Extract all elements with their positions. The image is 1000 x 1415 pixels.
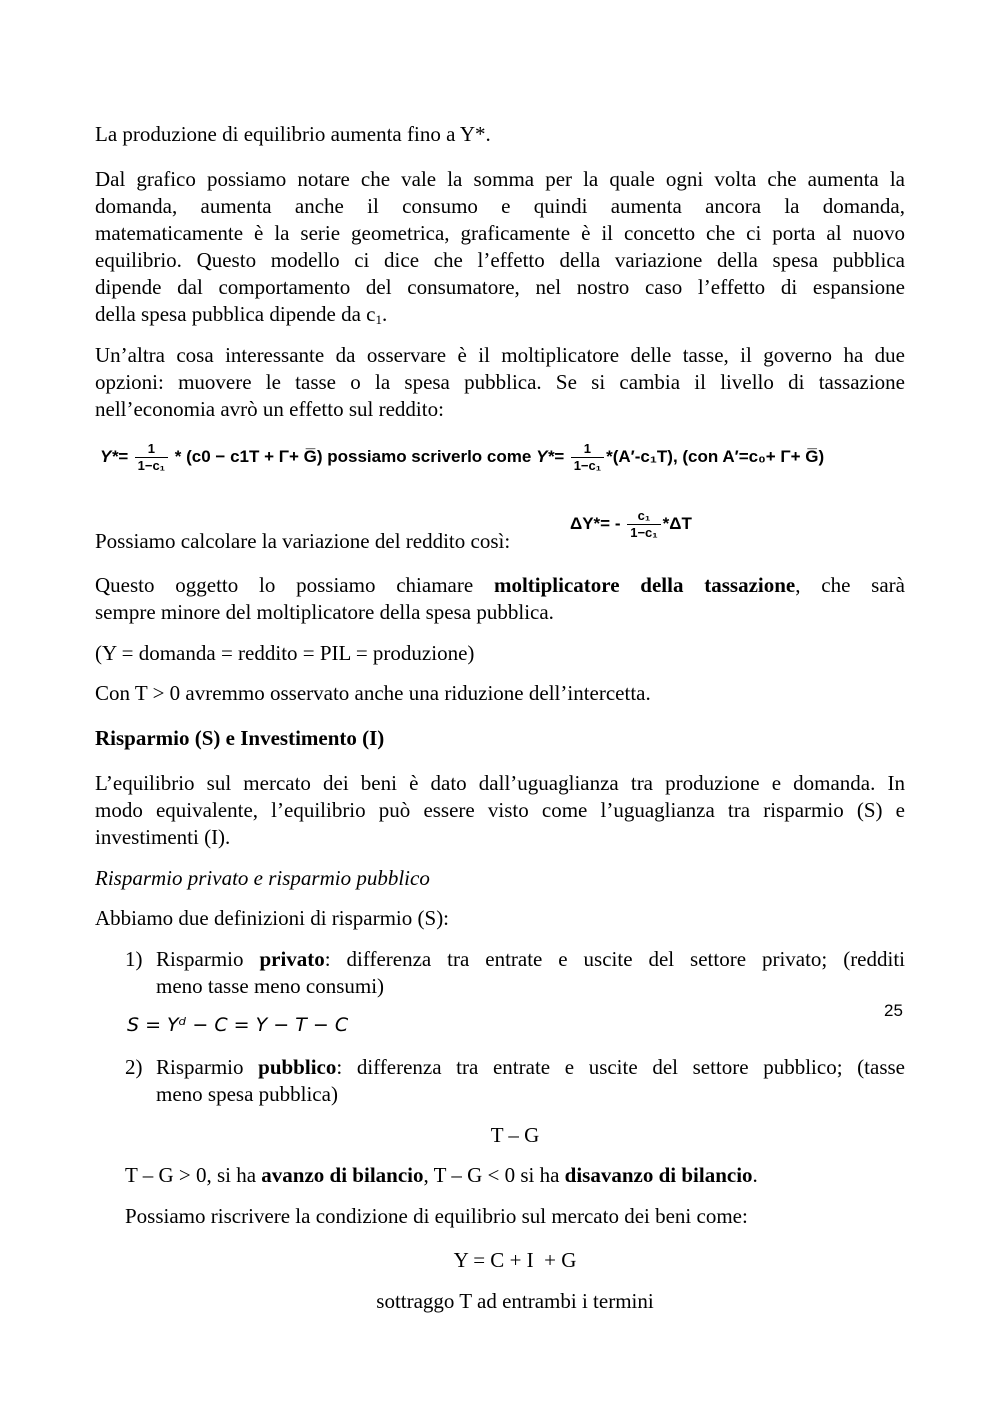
fraction — [627, 508, 660, 541]
eq-lhs: Y*= — [100, 446, 128, 466]
paragraph-subtract: sottraggo T ad entrambi i termini — [376, 1289, 654, 1313]
subscript: 1 — [375, 312, 382, 327]
paragraph-two-definitions: Abbiamo due definizioni di risparmio (S): — [95, 906, 450, 930]
paragraph-savings-investment — [95, 770, 905, 851]
list-number: 2) — [125, 1055, 143, 1079]
eq-tail: *ΔT — [662, 513, 692, 533]
fraction-numerator: 1 — [135, 441, 168, 458]
text-fragment: , T – G < 0 si ha — [423, 1163, 565, 1187]
eq-lhs: Y*= — [536, 446, 564, 466]
text-fragment: . — [381, 302, 388, 326]
formula-public-savings: T – G — [490, 1123, 540, 1147]
bold-term: privato — [259, 947, 325, 971]
text-fragment: , che sarà — [795, 573, 905, 597]
fraction-denominator: 1−c₁ — [573, 458, 602, 473]
text-line — [95, 572, 905, 599]
text-line — [95, 301, 905, 333]
bold-term: avanzo di bilancio — [261, 1163, 424, 1187]
fraction-numerator: 1 — [571, 441, 604, 458]
text-fragment: della spesa pubblica dipende da c — [95, 302, 376, 326]
section-heading: Risparmio (S) e Investimento (I) — [95, 726, 385, 750]
paragraph-budget — [125, 1162, 758, 1189]
paragraph-graph-explanation — [95, 166, 905, 333]
paragraph-rewrite: Possiamo riscrivere la condizione di equilibrio sul mercato dei beni come: — [125, 1204, 748, 1228]
formula-equilibrium: Y = C + I + G — [453, 1248, 577, 1272]
fraction-denominator: 1−c₁ — [137, 458, 166, 473]
paragraph-tax-multiplier — [95, 342, 905, 423]
formula-private-savings: S = Yᵈ − C = Y − T − C — [127, 1014, 349, 1036]
fraction — [571, 441, 604, 474]
text-line: Un’altra cosa interessante da osservare è il moltiplicatore delle tasse, il governo ha due — [95, 343, 905, 367]
text-line: investimenti (I). — [95, 825, 231, 849]
text-income-variation: Possiamo calcolare la variazione del reddito così: — [95, 529, 511, 553]
text-line: meno tasse meno consumi) — [156, 974, 385, 998]
bold-term: pubblico — [258, 1055, 337, 1079]
list-text — [156, 946, 905, 1000]
text-line: L’equilibrio sul mercato dei beni è dato dall’uguaglianza tra produzione e domanda. In — [95, 771, 905, 795]
paragraph-definitions: (Y = domanda = reddito = PIL = produzione) — [95, 641, 475, 665]
eq-lhs: ΔY*= - — [570, 513, 621, 533]
list-text — [156, 1054, 905, 1108]
fraction — [135, 441, 168, 474]
text-line — [156, 946, 905, 973]
text-line: sempre minore del moltiplicatore della spesa pubblica. — [95, 600, 554, 624]
paragraph-multiplier-definition — [95, 572, 905, 626]
list-item — [125, 1054, 905, 1108]
text-line: meno spesa pubblica) — [156, 1082, 338, 1106]
page-number: 25 — [884, 1001, 903, 1020]
bold-term: disavanzo di bilancio — [564, 1163, 753, 1187]
text-line: modo equivalente, l’equilibrio può essere visto come l’uguaglianza tra risparmio (S) e — [95, 798, 905, 822]
list-item — [125, 946, 905, 1000]
text-line — [156, 1054, 905, 1081]
text-line: matematicamente è la serie geometrica, graficamente è il concetto che ci porta al nuovo — [95, 221, 905, 245]
text-fragment: T – G > 0, si ha — [125, 1163, 262, 1187]
text-line: Dal grafico possiamo notare che vale la somma per la quale ogni volta che aumenta la — [95, 167, 905, 191]
eq-middle: * (c0 − c1T + Γ+ G̅) possiamo scriverlo come — [174, 446, 532, 466]
text-line: equilibrio. Questo modello ci dice che l’effetto della variazione della spesa pubblica — [95, 248, 905, 272]
text-line: nell’economia avrò un effetto sul reddito: — [95, 397, 444, 421]
subheading: Risparmio privato e risparmio pubblico — [95, 866, 430, 890]
equation-output — [100, 441, 824, 474]
fraction-numerator: c₁ — [627, 508, 660, 525]
text-line: domanda, aumenta anche il consumo e quindi aumenta ancora la domanda, — [95, 194, 905, 218]
fraction-denominator: 1−c₁ — [630, 525, 658, 540]
list-number: 1) — [125, 947, 143, 971]
text-fragment: : differenza tra entrate e uscite del settore privato; (redditi — [324, 947, 906, 971]
eq-tail: *(A′-c₁T), (con A′=c₀+ Γ+ G̅) — [606, 446, 825, 466]
bold-term: moltiplicatore della tassazione — [493, 573, 796, 597]
equation-delta-income — [570, 508, 692, 541]
text-fragment: Risparmio — [156, 947, 260, 971]
text-fragment: Risparmio — [156, 1055, 259, 1079]
text-line: opzioni: muovere le tasse o la spesa pubblica. Se si cambia il livello di tassazione — [95, 370, 905, 394]
text-line: dipende dal comportamento del consumatore, nel nostro caso l’effetto di espansione — [95, 275, 905, 299]
paragraph-equilibrium: La produzione di equilibrio aumenta fino a Y*. — [95, 122, 491, 146]
paragraph-intercept: Con T > 0 avremmo osservato anche una riduzione dell’intercetta. — [95, 681, 651, 705]
text-fragment: : differenza tra entrate e uscite del settore pubblico; (tasse — [336, 1055, 905, 1079]
text-fragment: . — [752, 1163, 758, 1187]
text-fragment: Questo oggetto lo possiamo chiamare — [95, 573, 494, 597]
